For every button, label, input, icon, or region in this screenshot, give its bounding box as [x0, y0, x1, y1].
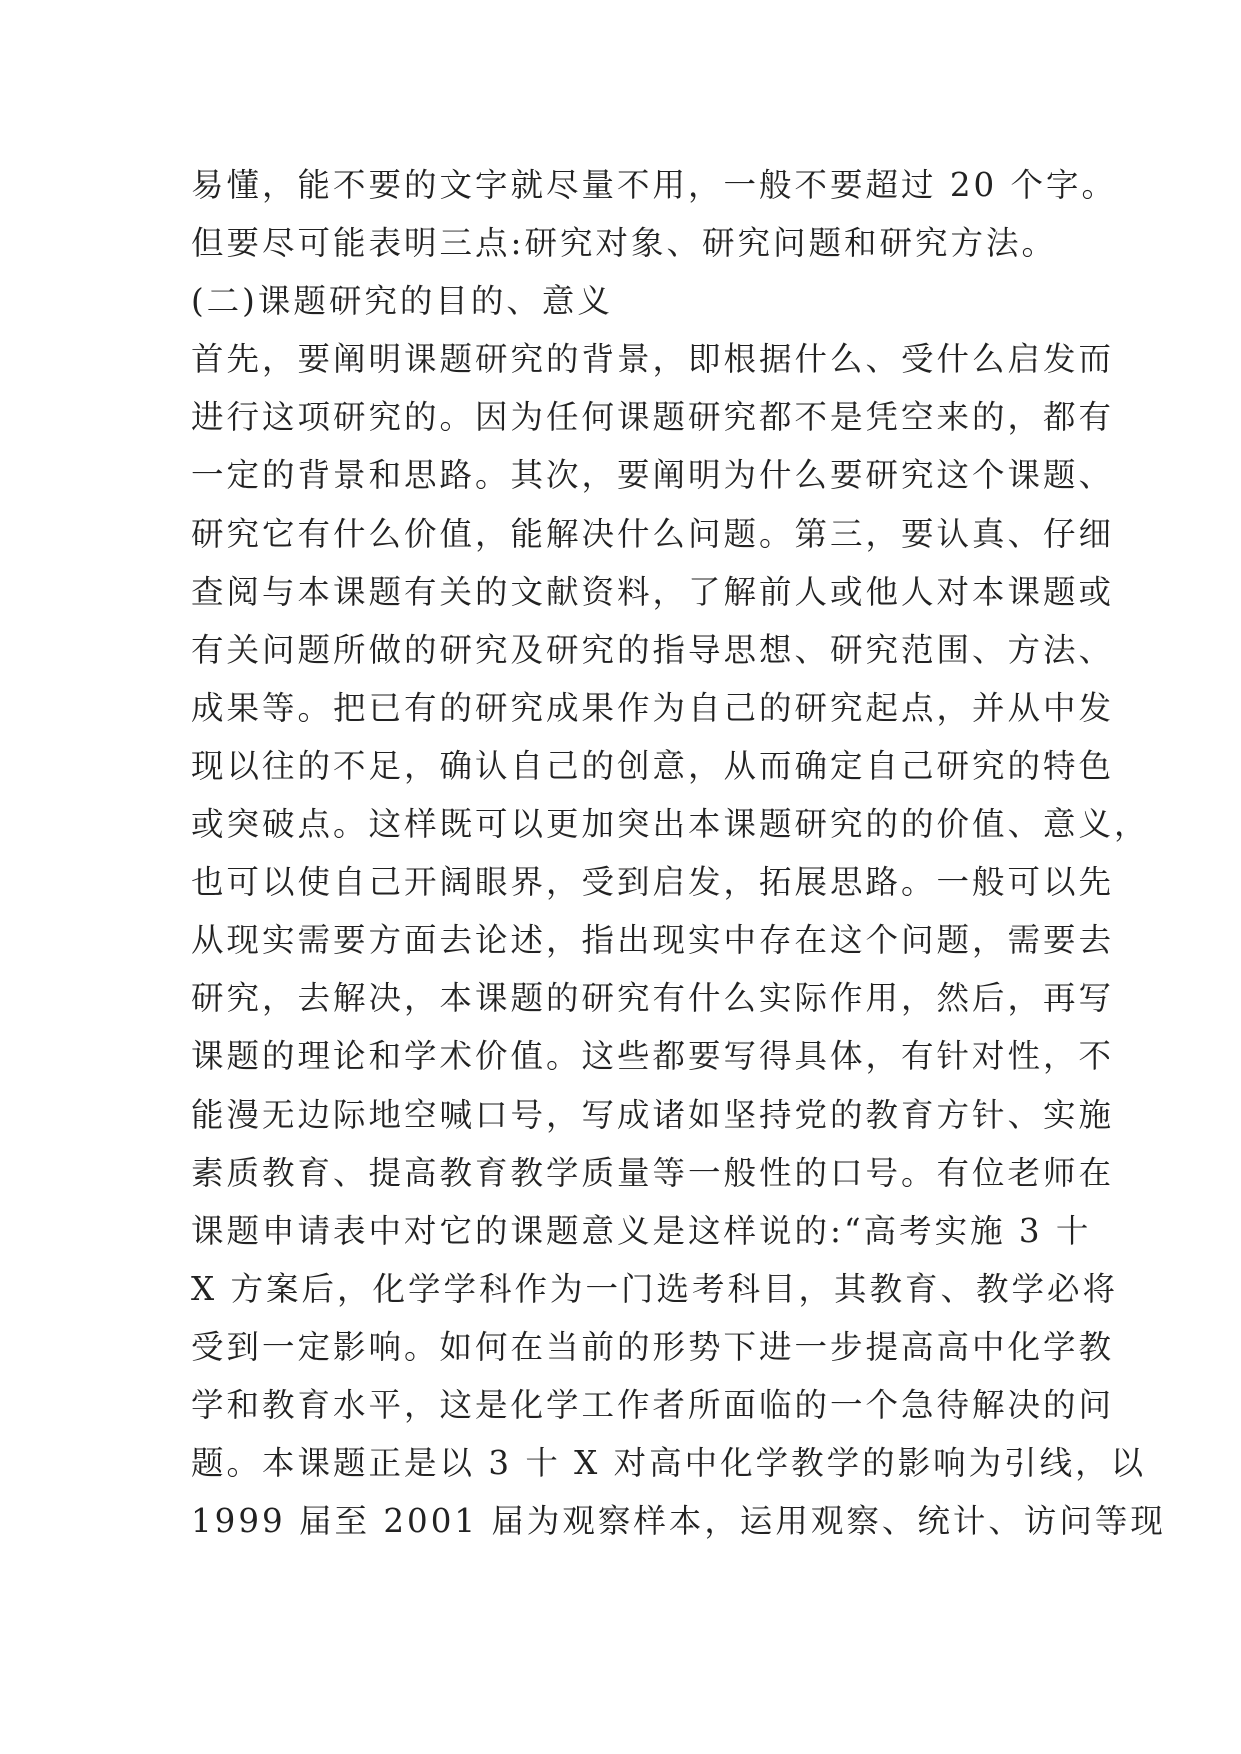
- text-line: 能漫无边际地空喊口号，写成诸如坚持党的教育方针、实施: [191, 1095, 1115, 1134]
- text-line: 查阅与本课题有关的文献资料，了解前人或他人对本课题或: [191, 572, 1115, 611]
- text-line: 也可以使自己开阔眼界，受到启发，拓展思路。一般可以先: [191, 863, 1115, 902]
- text-line: 研究它有什么价值，能解决什么问题。第三，要认真、仔细: [191, 514, 1115, 553]
- text-line: 首先，要阐明课题研究的背景，即根据什么、受什么启发而: [191, 340, 1115, 379]
- text-line: 受到一定影响。如何在当前的形势下进一步提高高中化学教: [191, 1327, 1115, 1366]
- text-line: 一定的背景和思路。其次，要阐明为什么要研究这个课题、: [191, 456, 1115, 495]
- text-line: 有关问题所做的研究及研究的指导思想、研究范围、方法、: [191, 630, 1115, 669]
- text-line: 1999 届至 2001 届为观察样本，运用观察、统计、访问等现: [191, 1502, 1166, 1541]
- text-line: 进行这项研究的。因为任何课题研究都不是凭空来的，都有: [191, 398, 1115, 437]
- text-line: 易懂，能不要的文字就尽量不用，一般不要超过 20 个字。: [191, 166, 1118, 204]
- text-line: 课题的理论和学术价值。这些都要写得具体，有针对性，不: [191, 1037, 1115, 1076]
- text-line: 或突破点。这样既可以更加突出本课题研究的的价值、意义，: [191, 805, 1150, 844]
- text-line: 题。本课题正是以 3 十 X 对高中化学教学的影响为引线，以: [191, 1444, 1147, 1483]
- text-line: 研究，去解决，本课题的研究有什么实际作用，然后，再写: [191, 979, 1115, 1018]
- body-text: [191, 156, 1166, 1550]
- text-line: 从现实需要方面去论述，指出现实中存在这个问题，需要去: [191, 921, 1115, 960]
- text-line: 但要尽可能表明三点:研究对象、研究问题和研究方法。: [191, 224, 1057, 263]
- text-line: 现以往的不足，确认自己的创意，从而确定自己研究的特色: [191, 746, 1115, 785]
- text-line: 学和教育水平，这是化学工作者所面临的一个急待解决的问: [191, 1385, 1115, 1424]
- section-heading: (二)课题研究的目的、意义: [191, 282, 613, 321]
- text-line: 成果等。把已有的研究成果作为自己的研究起点，并从中发: [191, 688, 1115, 727]
- text-line: 素质教育、提高教育教学质量等一般性的口号。有位老师在: [191, 1153, 1115, 1192]
- text-line: X 方案后，化学学科作为一门选考科目，其教育、教学必将: [191, 1269, 1118, 1308]
- text-line: 课题申请表中对它的课题意义是这样说的:“高考实施 3 十: [191, 1211, 1092, 1250]
